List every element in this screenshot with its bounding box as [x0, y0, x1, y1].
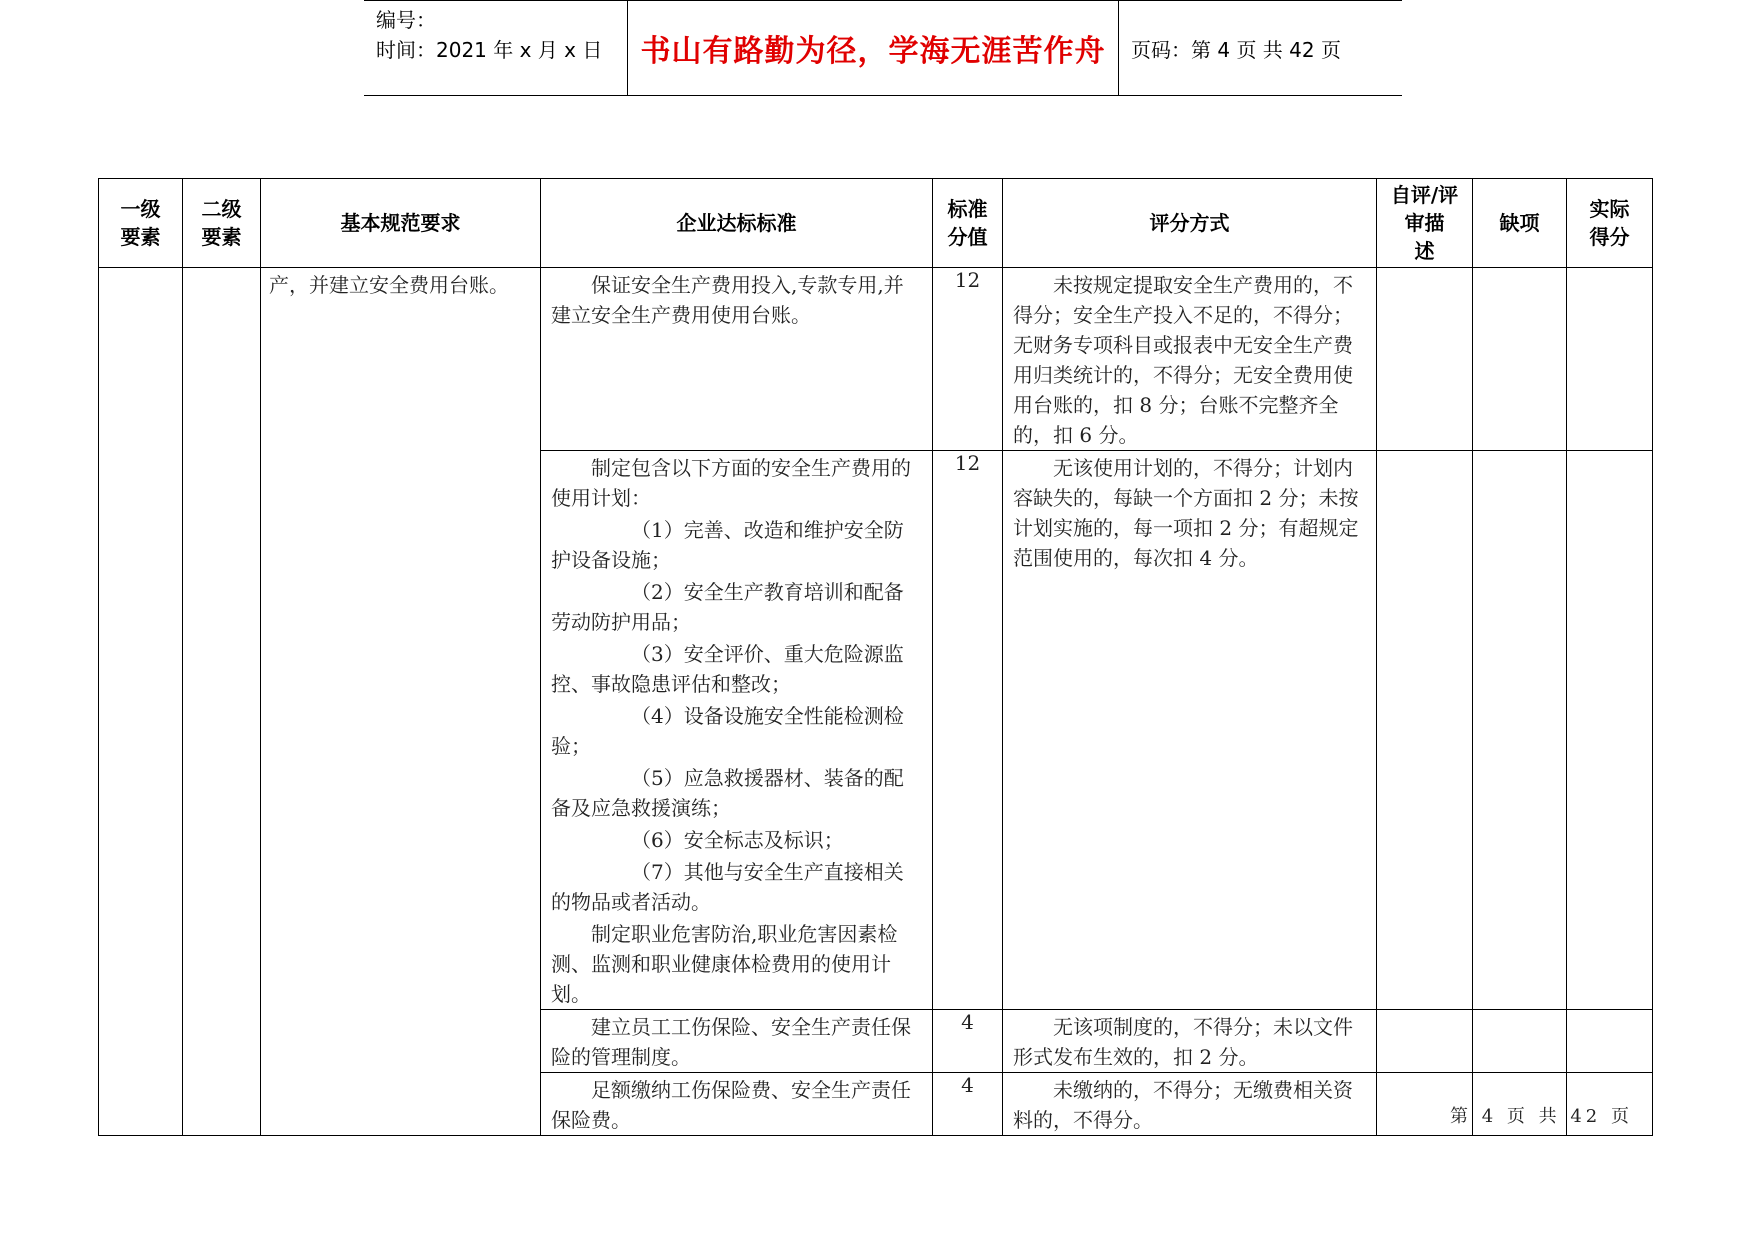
standard-text: 制定包含以下方面的安全生产费用的使用计划：: [551, 456, 911, 510]
standard-text: 足额缴纳工伤保险费、安全生产责任保险费。: [551, 1078, 911, 1132]
standard-text: （6）安全标志及标识；: [631, 828, 844, 852]
level2-cell: [183, 268, 261, 1136]
score-cell: 12: [933, 451, 1003, 1010]
header-page-number: 页码：第 4 页 共 42 页: [1131, 37, 1341, 62]
header-missing-item: 缺项: [1473, 179, 1567, 268]
missing-cell[interactable]: [1473, 451, 1567, 1010]
score-cell: 4: [933, 1073, 1003, 1136]
standard-text: 保证安全生产费用投入,专款专用,并建立安全生产费用使用台账。: [551, 273, 904, 327]
score-cell: 4: [933, 1010, 1003, 1073]
method-text: 无该使用计划的，不得分；计划内容缺失的，每缺一个方面扣 2 分；未按计划实施的，每一项扣 2 分；有超规定范围使用的，每次扣 4 分。: [1013, 456, 1359, 570]
method-text: 未缴纳的，不得分；无缴费相关资料的，不得分。: [1013, 1078, 1353, 1132]
header-self-evaluation: 自评/评 审描 述: [1377, 179, 1473, 268]
method-text: 未按规定提取安全生产费用的，不得分；安全生产投入不足的，不得分；无财务专项科目或报表中无安全生产费用归类统计的，不得分；无安全费用使用台账的，扣 8 分；台账不完整齐全的，扣 6 分。: [1013, 273, 1353, 447]
level1-cell: [99, 268, 183, 1136]
standard-cell: [541, 1010, 933, 1073]
basic-requirement-text: 产，并建立安全费用台账。: [269, 273, 509, 297]
standard-text: （5）应急救援器材、装备的配备及应急救援演练；: [551, 766, 904, 820]
page-header: [364, 0, 1402, 96]
self-eval-cell[interactable]: [1377, 268, 1473, 451]
method-cell: [1003, 451, 1377, 1010]
standard-text: （7）其他与安全生产直接相关的物品或者活动。: [551, 860, 904, 914]
self-eval-cell[interactable]: [1377, 451, 1473, 1010]
method-text: 无该项制度的，不得分；未以文件形式发布生效的，扣 2 分。: [1013, 1015, 1353, 1069]
header-meta: [364, 1, 628, 95]
header-actual-score: 实际 得分: [1567, 179, 1653, 268]
standard-text: （2）安全生产教育培训和配备劳动防护用品；: [551, 580, 904, 634]
standard-cell: [541, 451, 933, 1010]
header-enterprise-standard: 企业达标标准: [541, 179, 933, 268]
standard-text: 建立员工工伤保险、安全生产责任保险的管理制度。: [551, 1015, 911, 1069]
method-cell: [1003, 1010, 1377, 1073]
header-scoring-method: 评分方式: [1003, 179, 1377, 268]
actual-score-cell[interactable]: [1567, 451, 1653, 1010]
standard-cell: [541, 1073, 933, 1136]
basic-requirement-cell: [261, 268, 541, 1136]
standard-text: （3）安全评价、重大危险源监控、事故隐患评估和整改；: [551, 642, 904, 696]
method-cell: [1003, 268, 1377, 451]
standard-cell: [541, 268, 933, 451]
standard-text: （4）设备设施安全性能检测检验；: [551, 704, 904, 758]
standard-text: （1）完善、改造和维护安全防护设备设施；: [551, 518, 904, 572]
header-standard-score: 标准 分值: [933, 179, 1003, 268]
actual-score-cell[interactable]: [1567, 268, 1653, 451]
header-level1: 一级 要素: [99, 179, 183, 268]
missing-cell[interactable]: [1473, 268, 1567, 451]
table-row: [99, 268, 1653, 451]
actual-score-cell[interactable]: [1567, 1010, 1653, 1073]
score-cell: 12: [933, 268, 1003, 451]
missing-cell[interactable]: [1473, 1010, 1567, 1073]
table-header-row: [99, 179, 1653, 268]
standard-text: 制定职业危害防治,职业危害因素检测、监测和职业健康体检费用的使用计划。: [551, 922, 898, 1006]
header-basic-requirement: 基本规范要求: [261, 179, 541, 268]
method-cell: [1003, 1073, 1377, 1136]
date-text: 时间：2021 年 x 月 x 日: [376, 38, 603, 62]
header-motto: 书山有路勤为径，学海无涯苦作舟: [628, 1, 1119, 95]
self-eval-cell[interactable]: [1377, 1010, 1473, 1073]
header-level2: 二级 要素: [183, 179, 261, 268]
serial-label: 编号：: [376, 8, 436, 32]
page-footer: 第 4 页 共 42 页: [1450, 1106, 1633, 1127]
evaluation-table: [98, 178, 1653, 1136]
